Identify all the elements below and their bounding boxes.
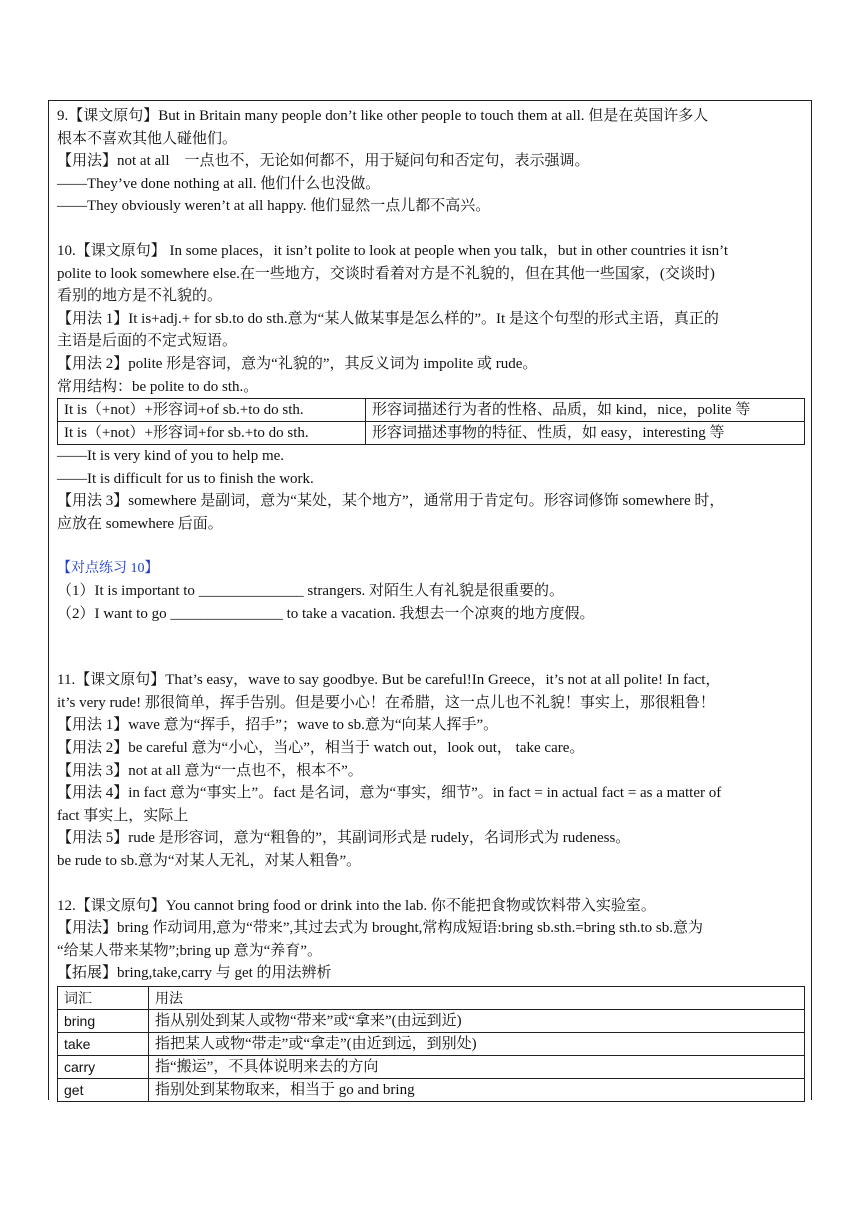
table-cell: 形容词描述事物的特征、性质，如 easy，interesting 等 <box>366 422 805 445</box>
s10-line3: 看别的地方是不礼貌的。 <box>57 288 223 305</box>
s10-example-2: ——It is difficult for us to finish the work. <box>57 470 314 487</box>
s11-line2: it’s very rude! 那很简单，挥手告别。但是要小心！在希腊，这一点儿也不礼貌！事实上，那很粗鲁！ <box>57 694 715 711</box>
document-content <box>57 105 805 1102</box>
s10-structure: 常用结构：be polite to do sth.。 <box>57 378 259 395</box>
s10-usage1b: 主语是后面的不定式短语。 <box>57 333 238 350</box>
practice-title: 【对点练习 10】 <box>57 560 159 576</box>
table-row <box>58 422 805 445</box>
s10-usage2: 【用法 2】polite 形是容词，意为“礼貌的”，其反义词为 impolite 或 rude。 <box>57 355 538 372</box>
table-cell: bring <box>58 1010 149 1033</box>
s11-line1: 11.【课文原句】That’s easy，wave to say goodbye. But be careful!In Greece，it’s not at all polite! In fact， <box>57 672 721 689</box>
table-row <box>58 1056 805 1079</box>
table-cell: 指“搬运”，不具体说明来去的方向 <box>149 1056 805 1079</box>
s11-usage2: 【用法 2】be careful 意为“小心，当心”，相当于 watch out，look out， take care。 <box>57 740 585 757</box>
s12-extension: 【拓展】bring,take,carry 与 get 的用法辨析 <box>57 965 332 982</box>
s10-usage3b: 应放在 somewhere 后面。 <box>57 515 223 532</box>
s9-example-2: ——They obviously weren’t at all happy. 他们显然一点儿都不高兴。 <box>57 198 491 215</box>
table-cell: 指别处到某物取来，相当于 go and bring <box>149 1079 805 1102</box>
s11-usage4b: fact 事实上，实际上 <box>57 807 189 824</box>
s11-usage5: 【用法 5】rude 是形容词，意为“粗鲁的”，其副词形式是 rudely，名词形式为 rudeness。 <box>57 830 631 847</box>
table-cell: It is（+not）+形容词+for sb.+to do sth. <box>58 422 366 445</box>
practice-q2: （2）I want to go _______________ to take a vacation. 我想去一个凉爽的地方度假。 <box>57 605 595 622</box>
table-header-cell: 用法 <box>149 987 805 1010</box>
table-cell: 指从别处到某人或物“带来”或“拿来”(由远到近) <box>149 1010 805 1033</box>
s11-usage5b: be rude to sb.意为“对某人无礼，对某人粗鲁”。 <box>57 853 362 870</box>
s10-usage3a: 【用法 3】somewhere 是副词，意为“某处，某个地方”，通常用于肯定句。形容词修饰 somewhere 时， <box>57 493 725 510</box>
practice-q1: （1）It is important to ______________ strangers. 对陌生人有礼貌是很重要的。 <box>57 583 565 600</box>
table-header-row <box>58 987 805 1010</box>
s11-usage4a: 【用法 4】in fact 意为“事实上”。fact 是名词，意为“事实，细节”。in fact = in actual fact = as a matter of <box>57 785 722 802</box>
table-row <box>58 1033 805 1056</box>
s9-usage: 【用法】not at all 一点也不，无论如何都不，用于疑问句和否定句，表示强调。 <box>57 153 590 170</box>
polite-structure-table <box>57 398 805 445</box>
table-header-cell: 词汇 <box>58 987 149 1010</box>
s10-example-1: ——It is very kind of you to help me. <box>57 448 285 465</box>
s10-line2: polite to look somewhere else.在一些地方，交谈时看着对方是不礼貌的，但在其他一些国家，(交谈时) <box>57 265 715 282</box>
s9-line2: 根本不喜欢其他人碰他们。 <box>57 130 238 147</box>
table-row <box>58 399 805 422</box>
table-row <box>58 1010 805 1033</box>
table-cell: take <box>58 1033 149 1056</box>
table-cell: It is（+not）+形容词+of sb.+to do sth. <box>58 399 366 422</box>
table-cell: carry <box>58 1056 149 1079</box>
s9-line1: 9.【课文原句】But in Britain many people don’t like other people to touch them at all. 但是在英国许多人 <box>57 108 709 124</box>
s10-line1: 10.【课文原句】 In some places，it isn’t polite to look at people when you talk，but in other countries it isn’t <box>57 242 729 259</box>
bring-take-carry-get-table <box>57 986 805 1102</box>
s11-usage1: 【用法 1】wave 意为“挥手，招手”；wave to sb.意为“向某人挥手”。 <box>57 717 499 734</box>
s12-usage1b: “给某人带来某物”;bring up 意为“养育”。 <box>57 942 322 959</box>
s12-line1: 12.【课文原句】You cannot bring food or drink into the lab. 你不能把食物或饮料带入实验室。 <box>57 897 656 914</box>
s10-usage1a: 【用法 1】It is+adj.+ for sb.to do sth.意为“某人做某事是怎么样的”。It 是这个句型的形式主语，真正的 <box>57 310 719 327</box>
table-cell: 形容词描述行为者的性格、品质，如 kind，nice，polite 等 <box>366 399 805 422</box>
s9-example-1: ——They’ve done nothing at all. 他们什么也没做。 <box>57 175 381 192</box>
table-cell: get <box>58 1079 149 1102</box>
table-row <box>58 1079 805 1102</box>
table-cell: 指把某人或物“带走”或“拿走”(由近到远，到别处) <box>149 1033 805 1056</box>
s12-usage1a: 【用法】bring 作动词用,意为“带来”,其过去式为 brought,常构成短语:bring sb.sth.=bring sth.to sb.意为 <box>57 920 703 937</box>
s11-usage3: 【用法 3】not at all 意为“一点也不，根本不”。 <box>57 762 363 779</box>
